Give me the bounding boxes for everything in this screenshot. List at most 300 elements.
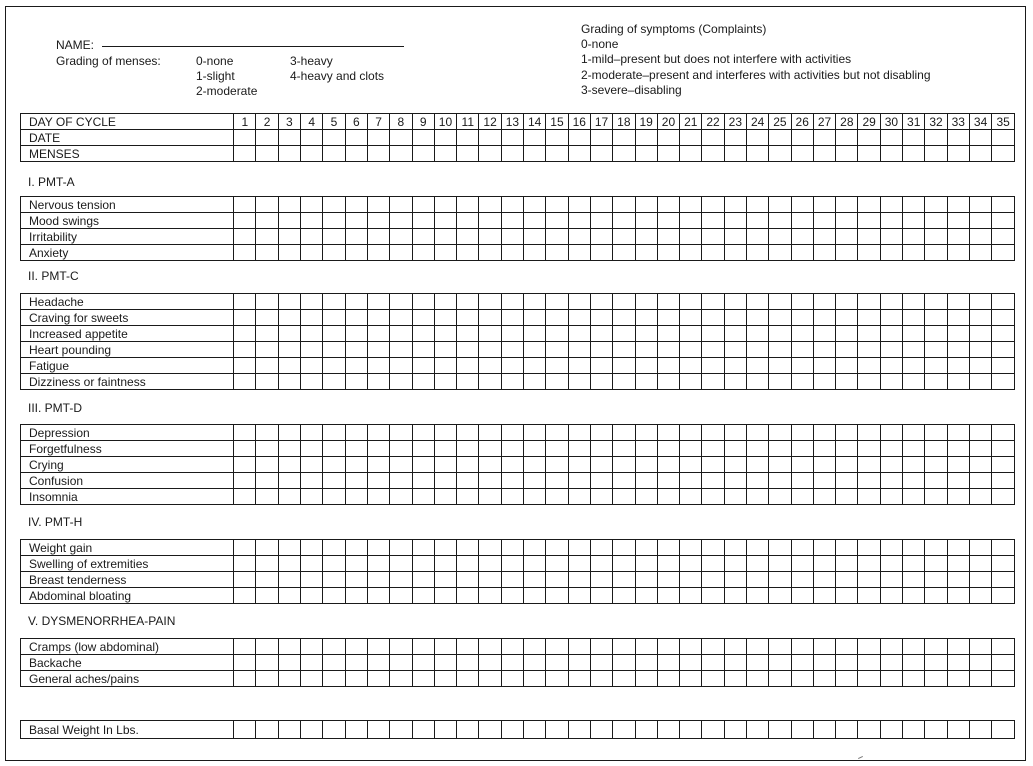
abdominal-bloating-day-25-cell[interactable]: [769, 588, 791, 604]
crying-day-34-cell[interactable]: [969, 457, 991, 473]
fatigue-day-15-cell[interactable]: [546, 358, 568, 374]
forgetfulness-day-35-cell[interactable]: [992, 441, 1015, 457]
depression-day-15-cell[interactable]: [546, 425, 568, 441]
irritability-day-8-cell[interactable]: [390, 229, 412, 245]
mood-swings-day-15-cell[interactable]: [546, 213, 568, 229]
cramps-low-abdominal-day-16-cell[interactable]: [568, 639, 590, 655]
forgetfulness-day-19-cell[interactable]: [635, 441, 657, 457]
forgetfulness-day-29-cell[interactable]: [858, 441, 880, 457]
heart-pounding-day-2-cell[interactable]: [256, 342, 278, 358]
backache-day-15-cell[interactable]: [546, 655, 568, 671]
dizziness-or-faintness-day-28-cell[interactable]: [836, 374, 858, 390]
fatigue-day-14-cell[interactable]: [524, 358, 546, 374]
heart-pounding-day-6-cell[interactable]: [345, 342, 367, 358]
abdominal-bloating-day-35-cell[interactable]: [992, 588, 1015, 604]
craving-for-sweets-day-18-cell[interactable]: [613, 310, 635, 326]
heart-pounding-day-31-cell[interactable]: [903, 342, 925, 358]
depression-day-14-cell[interactable]: [524, 425, 546, 441]
depression-day-1-cell[interactable]: [234, 425, 256, 441]
general-aches-pains-day-31-cell[interactable]: [903, 671, 925, 687]
weight-gain-day-24-cell[interactable]: [746, 540, 768, 556]
dizziness-or-faintness-day-15-cell[interactable]: [546, 374, 568, 390]
weight-gain-day-31-cell[interactable]: [903, 540, 925, 556]
headache-day-28-cell[interactable]: [836, 294, 858, 310]
breast-tenderness-day-20-cell[interactable]: [657, 572, 679, 588]
fatigue-day-3-cell[interactable]: [278, 358, 300, 374]
date-day-8-cell[interactable]: [390, 130, 412, 146]
forgetfulness-day-15-cell[interactable]: [546, 441, 568, 457]
abdominal-bloating-day-27-cell[interactable]: [813, 588, 835, 604]
irritability-day-6-cell[interactable]: [345, 229, 367, 245]
dizziness-or-faintness-day-13-cell[interactable]: [501, 374, 523, 390]
forgetfulness-day-9-cell[interactable]: [412, 441, 434, 457]
headache-day-24-cell[interactable]: [746, 294, 768, 310]
cramps-low-abdominal-day-11-cell[interactable]: [457, 639, 479, 655]
menses-day-11-cell[interactable]: [457, 146, 479, 162]
nervous-tension-day-1-cell[interactable]: [234, 197, 256, 213]
depression-day-28-cell[interactable]: [836, 425, 858, 441]
menses-day-24-cell[interactable]: [746, 146, 768, 162]
mood-swings-day-17-cell[interactable]: [590, 213, 612, 229]
heart-pounding-day-30-cell[interactable]: [880, 342, 902, 358]
backache-day-12-cell[interactable]: [479, 655, 501, 671]
swelling-of-extremities-day-28-cell[interactable]: [836, 556, 858, 572]
forgetfulness-day-11-cell[interactable]: [457, 441, 479, 457]
weight-gain-day-33-cell[interactable]: [947, 540, 969, 556]
menses-day-12-cell[interactable]: [479, 146, 501, 162]
craving-for-sweets-day-34-cell[interactable]: [969, 310, 991, 326]
depression-day-17-cell[interactable]: [590, 425, 612, 441]
heart-pounding-day-22-cell[interactable]: [702, 342, 724, 358]
mood-swings-day-9-cell[interactable]: [412, 213, 434, 229]
fatigue-day-27-cell[interactable]: [813, 358, 835, 374]
irritability-day-5-cell[interactable]: [323, 229, 345, 245]
crying-day-13-cell[interactable]: [501, 457, 523, 473]
swelling-of-extremities-day-16-cell[interactable]: [568, 556, 590, 572]
heart-pounding-day-18-cell[interactable]: [613, 342, 635, 358]
headache-day-9-cell[interactable]: [412, 294, 434, 310]
crying-day-15-cell[interactable]: [546, 457, 568, 473]
heart-pounding-day-25-cell[interactable]: [769, 342, 791, 358]
mood-swings-day-29-cell[interactable]: [858, 213, 880, 229]
backache-day-21-cell[interactable]: [680, 655, 702, 671]
nervous-tension-day-7-cell[interactable]: [367, 197, 389, 213]
headache-day-4-cell[interactable]: [301, 294, 323, 310]
general-aches-pains-day-32-cell[interactable]: [925, 671, 947, 687]
depression-day-8-cell[interactable]: [390, 425, 412, 441]
fatigue-day-10-cell[interactable]: [434, 358, 456, 374]
abdominal-bloating-day-1-cell[interactable]: [234, 588, 256, 604]
confusion-day-6-cell[interactable]: [345, 473, 367, 489]
swelling-of-extremities-day-19-cell[interactable]: [635, 556, 657, 572]
nervous-tension-day-19-cell[interactable]: [635, 197, 657, 213]
general-aches-pains-day-24-cell[interactable]: [746, 671, 768, 687]
irritability-day-27-cell[interactable]: [813, 229, 835, 245]
crying-day-21-cell[interactable]: [680, 457, 702, 473]
heart-pounding-day-11-cell[interactable]: [457, 342, 479, 358]
backache-day-11-cell[interactable]: [457, 655, 479, 671]
forgetfulness-day-27-cell[interactable]: [813, 441, 835, 457]
cramps-low-abdominal-day-27-cell[interactable]: [813, 639, 835, 655]
abdominal-bloating-day-9-cell[interactable]: [412, 588, 434, 604]
forgetfulness-day-6-cell[interactable]: [345, 441, 367, 457]
heart-pounding-day-24-cell[interactable]: [746, 342, 768, 358]
forgetfulness-day-25-cell[interactable]: [769, 441, 791, 457]
nervous-tension-day-15-cell[interactable]: [546, 197, 568, 213]
basal-weight-day-28-cell[interactable]: [836, 721, 858, 739]
swelling-of-extremities-day-5-cell[interactable]: [323, 556, 345, 572]
swelling-of-extremities-day-6-cell[interactable]: [345, 556, 367, 572]
basal-weight-day-9-cell[interactable]: [412, 721, 434, 739]
cramps-low-abdominal-day-26-cell[interactable]: [791, 639, 813, 655]
mood-swings-day-24-cell[interactable]: [746, 213, 768, 229]
depression-day-9-cell[interactable]: [412, 425, 434, 441]
general-aches-pains-day-34-cell[interactable]: [969, 671, 991, 687]
heart-pounding-day-15-cell[interactable]: [546, 342, 568, 358]
irritability-day-16-cell[interactable]: [568, 229, 590, 245]
date-day-14-cell[interactable]: [524, 130, 546, 146]
dizziness-or-faintness-day-19-cell[interactable]: [635, 374, 657, 390]
dizziness-or-faintness-day-30-cell[interactable]: [880, 374, 902, 390]
breast-tenderness-day-28-cell[interactable]: [836, 572, 858, 588]
headache-day-5-cell[interactable]: [323, 294, 345, 310]
irritability-day-24-cell[interactable]: [746, 229, 768, 245]
increased-appetite-day-2-cell[interactable]: [256, 326, 278, 342]
increased-appetite-day-34-cell[interactable]: [969, 326, 991, 342]
insomnia-day-8-cell[interactable]: [390, 489, 412, 505]
crying-day-1-cell[interactable]: [234, 457, 256, 473]
mood-swings-day-23-cell[interactable]: [724, 213, 746, 229]
breast-tenderness-day-19-cell[interactable]: [635, 572, 657, 588]
forgetfulness-day-23-cell[interactable]: [724, 441, 746, 457]
date-day-1-cell[interactable]: [234, 130, 256, 146]
confusion-day-12-cell[interactable]: [479, 473, 501, 489]
heart-pounding-day-32-cell[interactable]: [925, 342, 947, 358]
abdominal-bloating-day-2-cell[interactable]: [256, 588, 278, 604]
craving-for-sweets-day-2-cell[interactable]: [256, 310, 278, 326]
date-day-2-cell[interactable]: [256, 130, 278, 146]
nervous-tension-day-8-cell[interactable]: [390, 197, 412, 213]
menses-day-29-cell[interactable]: [858, 146, 880, 162]
irritability-day-9-cell[interactable]: [412, 229, 434, 245]
craving-for-sweets-day-22-cell[interactable]: [702, 310, 724, 326]
insomnia-day-28-cell[interactable]: [836, 489, 858, 505]
fatigue-day-16-cell[interactable]: [568, 358, 590, 374]
craving-for-sweets-day-21-cell[interactable]: [680, 310, 702, 326]
nervous-tension-day-31-cell[interactable]: [903, 197, 925, 213]
insomnia-day-17-cell[interactable]: [590, 489, 612, 505]
insomnia-day-25-cell[interactable]: [769, 489, 791, 505]
weight-gain-day-14-cell[interactable]: [524, 540, 546, 556]
weight-gain-day-17-cell[interactable]: [590, 540, 612, 556]
abdominal-bloating-day-22-cell[interactable]: [702, 588, 724, 604]
craving-for-sweets-day-13-cell[interactable]: [501, 310, 523, 326]
date-day-20-cell[interactable]: [657, 130, 679, 146]
basal-weight-day-30-cell[interactable]: [880, 721, 902, 739]
anxiety-day-15-cell[interactable]: [546, 245, 568, 261]
swelling-of-extremities-day-1-cell[interactable]: [234, 556, 256, 572]
weight-gain-day-9-cell[interactable]: [412, 540, 434, 556]
confusion-day-10-cell[interactable]: [434, 473, 456, 489]
basal-weight-day-32-cell[interactable]: [925, 721, 947, 739]
menses-day-3-cell[interactable]: [278, 146, 300, 162]
confusion-day-4-cell[interactable]: [301, 473, 323, 489]
weight-gain-day-28-cell[interactable]: [836, 540, 858, 556]
general-aches-pains-day-5-cell[interactable]: [323, 671, 345, 687]
basal-weight-day-14-cell[interactable]: [524, 721, 546, 739]
weight-gain-day-32-cell[interactable]: [925, 540, 947, 556]
heart-pounding-day-13-cell[interactable]: [501, 342, 523, 358]
backache-day-13-cell[interactable]: [501, 655, 523, 671]
confusion-day-14-cell[interactable]: [524, 473, 546, 489]
menses-day-4-cell[interactable]: [301, 146, 323, 162]
heart-pounding-day-10-cell[interactable]: [434, 342, 456, 358]
basal-weight-day-4-cell[interactable]: [301, 721, 323, 739]
nervous-tension-day-17-cell[interactable]: [590, 197, 612, 213]
increased-appetite-day-16-cell[interactable]: [568, 326, 590, 342]
menses-day-21-cell[interactable]: [680, 146, 702, 162]
fatigue-day-4-cell[interactable]: [301, 358, 323, 374]
backache-day-4-cell[interactable]: [301, 655, 323, 671]
heart-pounding-day-17-cell[interactable]: [590, 342, 612, 358]
depression-day-2-cell[interactable]: [256, 425, 278, 441]
dizziness-or-faintness-day-1-cell[interactable]: [234, 374, 256, 390]
date-day-28-cell[interactable]: [836, 130, 858, 146]
abdominal-bloating-day-30-cell[interactable]: [880, 588, 902, 604]
date-day-6-cell[interactable]: [345, 130, 367, 146]
depression-day-16-cell[interactable]: [568, 425, 590, 441]
mood-swings-day-8-cell[interactable]: [390, 213, 412, 229]
heart-pounding-day-21-cell[interactable]: [680, 342, 702, 358]
headache-day-30-cell[interactable]: [880, 294, 902, 310]
cramps-low-abdominal-day-5-cell[interactable]: [323, 639, 345, 655]
irritability-day-14-cell[interactable]: [524, 229, 546, 245]
forgetfulness-day-20-cell[interactable]: [657, 441, 679, 457]
swelling-of-extremities-day-22-cell[interactable]: [702, 556, 724, 572]
irritability-day-34-cell[interactable]: [969, 229, 991, 245]
anxiety-day-24-cell[interactable]: [746, 245, 768, 261]
fatigue-day-11-cell[interactable]: [457, 358, 479, 374]
insomnia-day-11-cell[interactable]: [457, 489, 479, 505]
weight-gain-day-27-cell[interactable]: [813, 540, 835, 556]
craving-for-sweets-day-30-cell[interactable]: [880, 310, 902, 326]
date-day-26-cell[interactable]: [791, 130, 813, 146]
anxiety-day-5-cell[interactable]: [323, 245, 345, 261]
crying-day-31-cell[interactable]: [903, 457, 925, 473]
irritability-day-22-cell[interactable]: [702, 229, 724, 245]
general-aches-pains-day-26-cell[interactable]: [791, 671, 813, 687]
menses-day-7-cell[interactable]: [367, 146, 389, 162]
general-aches-pains-day-28-cell[interactable]: [836, 671, 858, 687]
depression-day-11-cell[interactable]: [457, 425, 479, 441]
mood-swings-day-21-cell[interactable]: [680, 213, 702, 229]
fatigue-day-28-cell[interactable]: [836, 358, 858, 374]
mood-swings-day-19-cell[interactable]: [635, 213, 657, 229]
fatigue-day-26-cell[interactable]: [791, 358, 813, 374]
craving-for-sweets-day-14-cell[interactable]: [524, 310, 546, 326]
crying-day-33-cell[interactable]: [947, 457, 969, 473]
depression-day-10-cell[interactable]: [434, 425, 456, 441]
abdominal-bloating-day-19-cell[interactable]: [635, 588, 657, 604]
weight-gain-day-10-cell[interactable]: [434, 540, 456, 556]
irritability-day-32-cell[interactable]: [925, 229, 947, 245]
crying-day-26-cell[interactable]: [791, 457, 813, 473]
crying-day-27-cell[interactable]: [813, 457, 835, 473]
craving-for-sweets-day-20-cell[interactable]: [657, 310, 679, 326]
increased-appetite-day-35-cell[interactable]: [992, 326, 1015, 342]
crying-day-35-cell[interactable]: [992, 457, 1015, 473]
insomnia-day-20-cell[interactable]: [657, 489, 679, 505]
cramps-low-abdominal-day-33-cell[interactable]: [947, 639, 969, 655]
confusion-day-25-cell[interactable]: [769, 473, 791, 489]
anxiety-day-17-cell[interactable]: [590, 245, 612, 261]
fatigue-day-13-cell[interactable]: [501, 358, 523, 374]
depression-day-21-cell[interactable]: [680, 425, 702, 441]
dizziness-or-faintness-day-12-cell[interactable]: [479, 374, 501, 390]
mood-swings-day-34-cell[interactable]: [969, 213, 991, 229]
cramps-low-abdominal-day-3-cell[interactable]: [278, 639, 300, 655]
insomnia-day-23-cell[interactable]: [724, 489, 746, 505]
anxiety-day-27-cell[interactable]: [813, 245, 835, 261]
nervous-tension-day-26-cell[interactable]: [791, 197, 813, 213]
heart-pounding-day-34-cell[interactable]: [969, 342, 991, 358]
abdominal-bloating-day-3-cell[interactable]: [278, 588, 300, 604]
forgetfulness-day-22-cell[interactable]: [702, 441, 724, 457]
fatigue-day-7-cell[interactable]: [367, 358, 389, 374]
abdominal-bloating-day-12-cell[interactable]: [479, 588, 501, 604]
increased-appetite-day-17-cell[interactable]: [590, 326, 612, 342]
fatigue-day-32-cell[interactable]: [925, 358, 947, 374]
increased-appetite-day-31-cell[interactable]: [903, 326, 925, 342]
craving-for-sweets-day-23-cell[interactable]: [724, 310, 746, 326]
craving-for-sweets-day-31-cell[interactable]: [903, 310, 925, 326]
swelling-of-extremities-day-3-cell[interactable]: [278, 556, 300, 572]
breast-tenderness-day-18-cell[interactable]: [613, 572, 635, 588]
forgetfulness-day-13-cell[interactable]: [501, 441, 523, 457]
increased-appetite-day-28-cell[interactable]: [836, 326, 858, 342]
cramps-low-abdominal-day-1-cell[interactable]: [234, 639, 256, 655]
dizziness-or-faintness-day-31-cell[interactable]: [903, 374, 925, 390]
menses-day-31-cell[interactable]: [903, 146, 925, 162]
mood-swings-day-4-cell[interactable]: [301, 213, 323, 229]
menses-day-9-cell[interactable]: [412, 146, 434, 162]
forgetfulness-day-33-cell[interactable]: [947, 441, 969, 457]
cramps-low-abdominal-day-6-cell[interactable]: [345, 639, 367, 655]
mood-swings-day-10-cell[interactable]: [434, 213, 456, 229]
confusion-day-33-cell[interactable]: [947, 473, 969, 489]
craving-for-sweets-day-26-cell[interactable]: [791, 310, 813, 326]
confusion-day-27-cell[interactable]: [813, 473, 835, 489]
craving-for-sweets-day-10-cell[interactable]: [434, 310, 456, 326]
increased-appetite-day-7-cell[interactable]: [367, 326, 389, 342]
anxiety-day-18-cell[interactable]: [613, 245, 635, 261]
backache-day-14-cell[interactable]: [524, 655, 546, 671]
nervous-tension-day-4-cell[interactable]: [301, 197, 323, 213]
headache-day-27-cell[interactable]: [813, 294, 835, 310]
increased-appetite-day-10-cell[interactable]: [434, 326, 456, 342]
cramps-low-abdominal-day-13-cell[interactable]: [501, 639, 523, 655]
headache-day-34-cell[interactable]: [969, 294, 991, 310]
breast-tenderness-day-16-cell[interactable]: [568, 572, 590, 588]
weight-gain-day-21-cell[interactable]: [680, 540, 702, 556]
craving-for-sweets-day-17-cell[interactable]: [590, 310, 612, 326]
anxiety-day-30-cell[interactable]: [880, 245, 902, 261]
weight-gain-day-12-cell[interactable]: [479, 540, 501, 556]
backache-day-17-cell[interactable]: [590, 655, 612, 671]
confusion-day-28-cell[interactable]: [836, 473, 858, 489]
forgetfulness-day-17-cell[interactable]: [590, 441, 612, 457]
crying-day-4-cell[interactable]: [301, 457, 323, 473]
weight-gain-day-15-cell[interactable]: [546, 540, 568, 556]
crying-day-23-cell[interactable]: [724, 457, 746, 473]
dizziness-or-faintness-day-26-cell[interactable]: [791, 374, 813, 390]
date-day-24-cell[interactable]: [746, 130, 768, 146]
menses-day-10-cell[interactable]: [434, 146, 456, 162]
increased-appetite-day-5-cell[interactable]: [323, 326, 345, 342]
crying-day-5-cell[interactable]: [323, 457, 345, 473]
irritability-day-21-cell[interactable]: [680, 229, 702, 245]
breast-tenderness-day-24-cell[interactable]: [746, 572, 768, 588]
backache-day-30-cell[interactable]: [880, 655, 902, 671]
confusion-day-29-cell[interactable]: [858, 473, 880, 489]
date-day-25-cell[interactable]: [769, 130, 791, 146]
nervous-tension-day-18-cell[interactable]: [613, 197, 635, 213]
dizziness-or-faintness-day-7-cell[interactable]: [367, 374, 389, 390]
nervous-tension-day-20-cell[interactable]: [657, 197, 679, 213]
backache-day-20-cell[interactable]: [657, 655, 679, 671]
anxiety-day-25-cell[interactable]: [769, 245, 791, 261]
breast-tenderness-day-22-cell[interactable]: [702, 572, 724, 588]
insomnia-day-14-cell[interactable]: [524, 489, 546, 505]
increased-appetite-day-6-cell[interactable]: [345, 326, 367, 342]
increased-appetite-day-24-cell[interactable]: [746, 326, 768, 342]
nervous-tension-day-13-cell[interactable]: [501, 197, 523, 213]
confusion-day-7-cell[interactable]: [367, 473, 389, 489]
menses-day-25-cell[interactable]: [769, 146, 791, 162]
irritability-day-18-cell[interactable]: [613, 229, 635, 245]
insomnia-day-12-cell[interactable]: [479, 489, 501, 505]
dizziness-or-faintness-day-9-cell[interactable]: [412, 374, 434, 390]
backache-day-8-cell[interactable]: [390, 655, 412, 671]
mood-swings-day-22-cell[interactable]: [702, 213, 724, 229]
abdominal-bloating-day-20-cell[interactable]: [657, 588, 679, 604]
anxiety-day-14-cell[interactable]: [524, 245, 546, 261]
mood-swings-day-3-cell[interactable]: [278, 213, 300, 229]
swelling-of-extremities-day-32-cell[interactable]: [925, 556, 947, 572]
insomnia-day-16-cell[interactable]: [568, 489, 590, 505]
forgetfulness-day-10-cell[interactable]: [434, 441, 456, 457]
crying-day-8-cell[interactable]: [390, 457, 412, 473]
cramps-low-abdominal-day-34-cell[interactable]: [969, 639, 991, 655]
general-aches-pains-day-1-cell[interactable]: [234, 671, 256, 687]
increased-appetite-day-4-cell[interactable]: [301, 326, 323, 342]
heart-pounding-day-7-cell[interactable]: [367, 342, 389, 358]
date-day-35-cell[interactable]: [992, 130, 1015, 146]
cramps-low-abdominal-day-17-cell[interactable]: [590, 639, 612, 655]
abdominal-bloating-day-23-cell[interactable]: [724, 588, 746, 604]
heart-pounding-day-14-cell[interactable]: [524, 342, 546, 358]
mood-swings-day-30-cell[interactable]: [880, 213, 902, 229]
backache-day-22-cell[interactable]: [702, 655, 724, 671]
mood-swings-day-32-cell[interactable]: [925, 213, 947, 229]
confusion-day-9-cell[interactable]: [412, 473, 434, 489]
date-day-21-cell[interactable]: [680, 130, 702, 146]
confusion-day-15-cell[interactable]: [546, 473, 568, 489]
depression-day-23-cell[interactable]: [724, 425, 746, 441]
swelling-of-extremities-day-8-cell[interactable]: [390, 556, 412, 572]
backache-day-16-cell[interactable]: [568, 655, 590, 671]
nervous-tension-day-35-cell[interactable]: [992, 197, 1015, 213]
